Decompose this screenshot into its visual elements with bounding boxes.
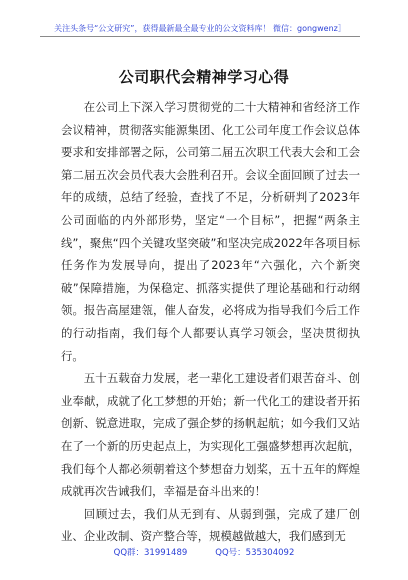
paragraph: 五十五载奋力发展，老一辈化工建设者们艰苦奋斗、创业奉献，成就了化工梦想的开始；新一代化工的建设者开拓创新、锐意进取，完成了强企梦的扬帆起航；如今我们又站在了一个新的历史起点上，为实现化工强盛梦想再次起航，我们每个人都必须朝着这个梦想奋力划桨，五十五年的辉煌成就再次告诫我们，幸福是奋斗出来的！ <box>61 371 360 499</box>
footer-qq-group: QQ群：31991489 <box>113 548 188 558</box>
footer-qq: QQ号：535304092 <box>215 548 295 558</box>
paragraph: 回顾过去，我们从无到有、从弱到强，完成了建厂创业、企业改制、资产整合等，规模越做越大，我们感到无 <box>61 506 360 544</box>
page-title: 公司职代会精神学习心得 <box>118 68 290 86</box>
footer <box>0 546 408 558</box>
paragraph: 在公司上下深入学习贯彻党的二十大精神和省经济工作会议精神，贯彻落实能源集团、化工公司年度工作会议总体要求和安排部署之际，公司第二届五次职工代表大会和工会第二届五次会员代表大会胜利召开。会议全面回顾了过去一年的成绩，总结了经验，查找了不足，分析研判了2023年公司面临的内外部形势，坚定“一个目标”，把握“两条主线”，聚焦“四个关键攻坚突破”和坚决完成2022年各项目标任务作为发展导向，提出了2023年“六强化，六个新突破”保障措施，为保稳定、抓落实提供了理论基础和行动纲领。报告高屋建瓴，催人奋发，必将成为指导我们今后工作的行动指南，我们每个人都要认真学习领会，坚决贯彻执行。 <box>61 100 360 363</box>
document-body <box>61 96 360 548</box>
header-note: 关注头条号“公文研究”，获得最新最全最专业的公文资料库！ 微信：gongwenz］ <box>40 22 360 37</box>
